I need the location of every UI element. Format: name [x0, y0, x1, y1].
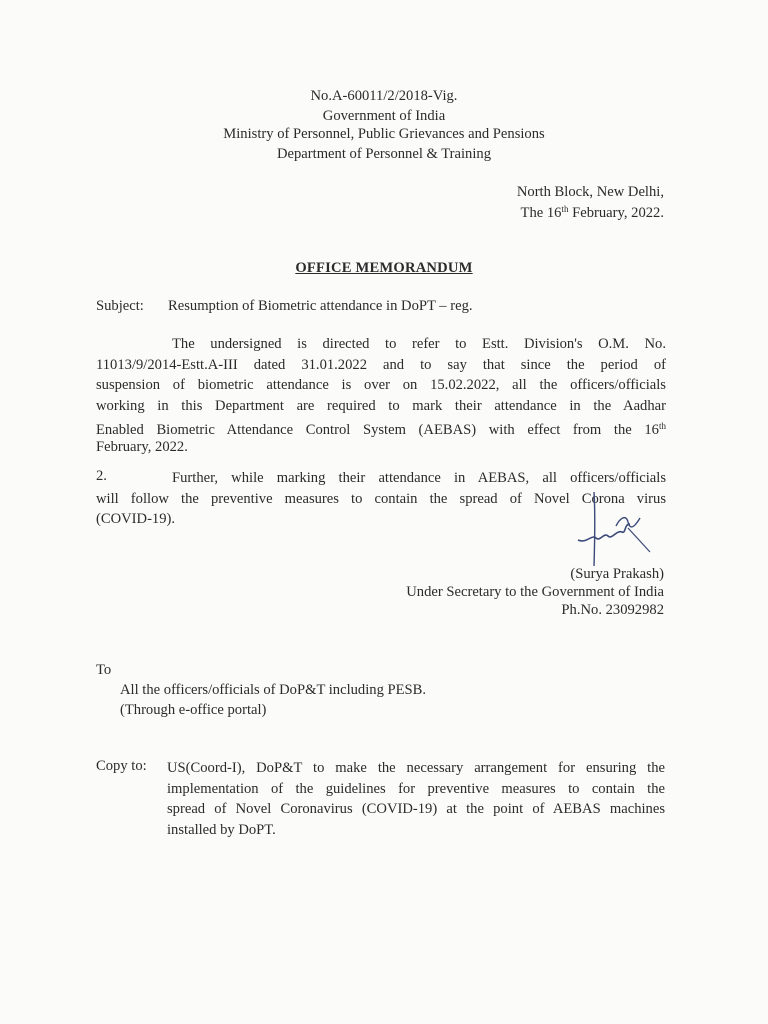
- copy-to-line: implementation of the guidelines for preventive measures to contain the: [167, 780, 665, 797]
- copy-to-label: Copy to:: [96, 758, 147, 774]
- to-label: To: [96, 662, 112, 678]
- to-channel: (Through e-office portal): [120, 702, 267, 718]
- paragraph-1-line: suspension of biometric attendance is over on 15.02.2022, all the officers/officials: [96, 377, 666, 393]
- paragraph-1-line-5-text: Enabled Biometric Attendance Control System (AEBAS) with effect from the 16: [96, 422, 659, 438]
- signatory-phone: Ph.No. 23092982: [561, 602, 664, 618]
- signatory-name: (Surya Prakash): [570, 566, 664, 582]
- file-number: No.A-60011/2/2018-Vig.: [310, 88, 458, 104]
- paragraph-2-line: (COVID-19).: [96, 511, 176, 527]
- government-name: Government of India: [322, 108, 446, 124]
- paragraph-2-line: will follow the preventive measures to contain the spread of Novel Corona virus: [96, 490, 666, 507]
- paragraph-2-line: Further, while marking their attendance in AEBAS, all officers/officials: [172, 470, 666, 486]
- copy-to-line: spread of Novel Coronavirus (COVID-19) at the point of AEBAS machines: [167, 801, 665, 817]
- paragraph-1-superscript: th: [658, 421, 666, 431]
- signatory-designation: Under Secretary to the Government of India: [406, 584, 664, 600]
- handwritten-signature: [570, 488, 660, 568]
- document-title: OFFICE MEMORANDUM: [295, 260, 473, 276]
- paragraph-1-line-5: [96, 416, 666, 437]
- paragraph-1-line: working in this Department are required to mark their attendance in the Aadhar: [96, 397, 666, 414]
- date-line: [521, 204, 664, 222]
- date-suffix: February, 2022.: [568, 205, 664, 221]
- to-recipient: All the officers/officials of DoP&T including PESB.: [120, 682, 427, 698]
- department-name: Department of Personnel & Training: [276, 146, 492, 162]
- paragraph-1-line: 11013/9/2014-Estt.A-III dated 31.01.2022 and to say that since the period of: [96, 356, 666, 373]
- subject-label: Subject:: [96, 298, 144, 314]
- date-superscript: th: [561, 204, 569, 214]
- date-prefix: The 16: [520, 205, 562, 221]
- subject-text: Resumption of Biometric attendance in DoPT – reg.: [168, 298, 473, 314]
- place-line: North Block, New Delhi,: [516, 184, 664, 200]
- ministry-name: Ministry of Personnel, Public Grievances and Pensions: [223, 126, 545, 142]
- paragraph-1-line: February, 2022.: [96, 438, 188, 455]
- copy-to-text: [167, 758, 665, 840]
- copy-to-line: US(Coord-I), DoP&T to make the necessary arrangement for ensuring the: [167, 760, 665, 776]
- paragraph-2-number: 2.: [96, 468, 107, 484]
- copy-to-line: installed by DoPT.: [167, 821, 276, 838]
- paragraph-1: [96, 334, 666, 457]
- paragraph-1-line: The undersigned is directed to refer to Estt. Division's O.M. No.: [172, 336, 666, 352]
